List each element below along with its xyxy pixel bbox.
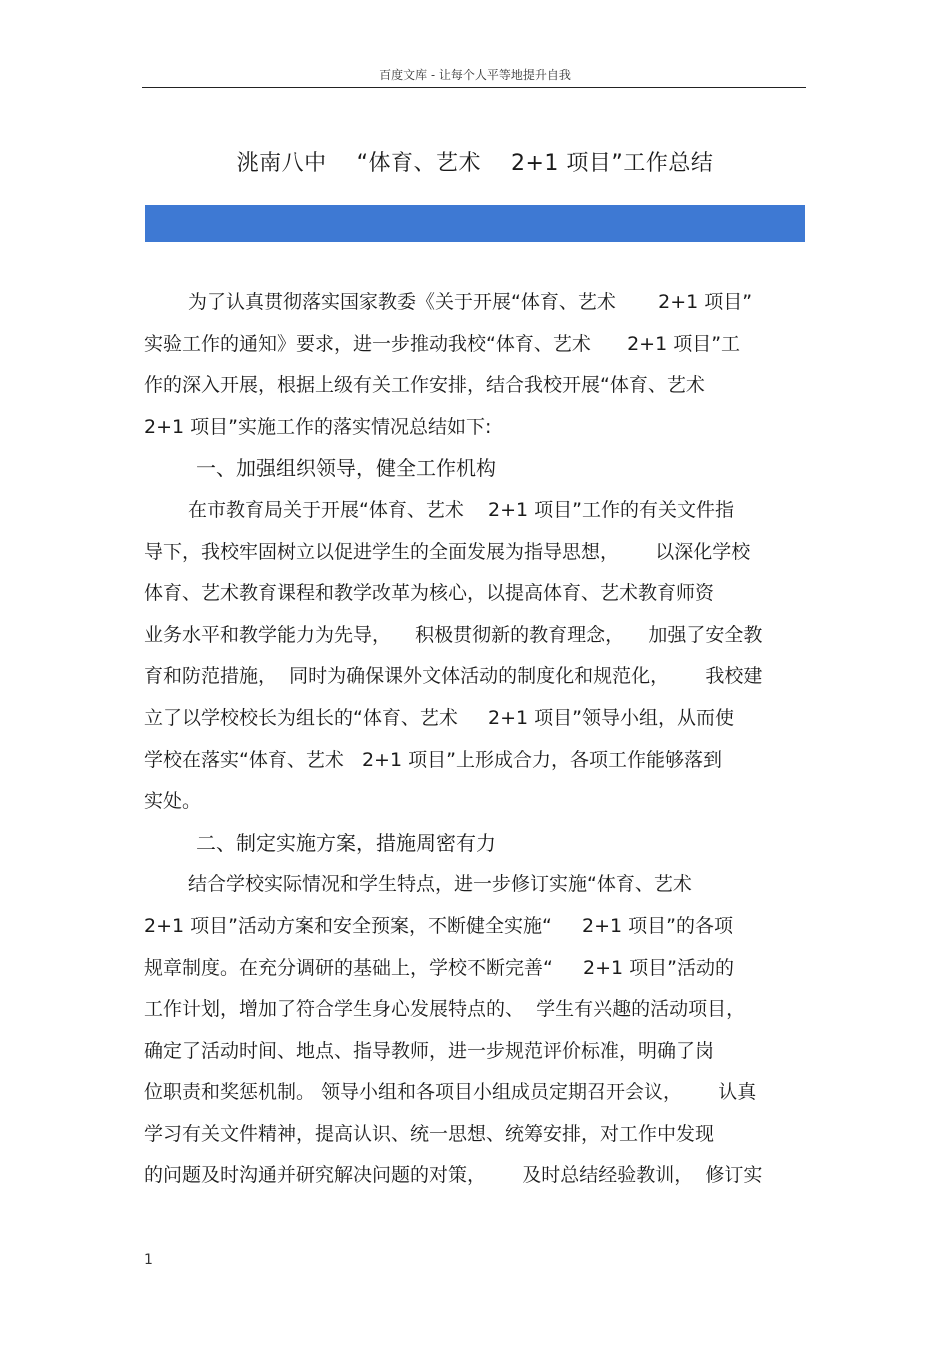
page-number: 1 — [144, 1252, 153, 1268]
paragraph-section-1 — [144, 490, 809, 823]
text-line: 2+1 项目”实施工作的落实情况总结如下: — [144, 415, 492, 438]
text-line: 位职责和奖惩机制。 领导小组和各项目小组成员定期召开会议， 认真 — [144, 1081, 757, 1104]
document-title: 洮南八中 “体育、艺术 2+1 项目”工作总结 — [236, 151, 714, 176]
text-line: 在市教育局关于开展“体育、艺术 2+1 项目”工作的有关文件指 — [188, 498, 734, 521]
text-line: 实验工作的通知》要求，进一步推动我校“体育、艺术 2+1 项目”工 — [144, 332, 741, 355]
paragraph-intro — [144, 282, 809, 448]
text-line: 规章制度。在充分调研的基础上，学校不断完善“ 2+1 项目”活动的 — [144, 956, 735, 979]
text-line: 实处。 — [144, 790, 202, 813]
section-heading-2: 二、制定实施方案，措施周密有力 — [196, 830, 496, 855]
text-line: 确定了活动时间、地点、指导教师，进一步规范评价标准，明确了岗 — [144, 1039, 715, 1062]
title-banner — [145, 205, 805, 242]
text-line: 体育、艺术教育课程和教学改革为核心，以提高体育、艺术教育师资 — [144, 582, 715, 605]
text-line: 的问题及时沟通并研究解决问题的对策， 及时总结经验教训， 修订实 — [144, 1164, 763, 1187]
text-line: 学习有关文件精神，提高认识、统一思想、统筹安排，对工作中发现 — [144, 1122, 715, 1145]
text-line: 结合学校实际情况和学生特点，进一步修订实施“体育、艺术 — [188, 873, 692, 896]
text-line: 导下，我校牢固树立以促进学生的全面发展为指导思想， 以深化学校 — [144, 540, 751, 563]
document-body — [144, 282, 809, 1197]
section-heading-1: 一、加强组织领导，健全工作机构 — [196, 456, 496, 481]
text-line: 为了认真贯彻落实国家教委《关于开展“体育、艺术 2+1 项目” — [188, 291, 753, 313]
text-line: 2+1 项目”活动方案和安全预案，不断健全实施“ 2+1 项目”的各项 — [144, 914, 734, 937]
page-header: 百度文库 - 让每个人平等地提升自我 — [379, 68, 571, 82]
text-line: 业务水平和教学能力为先导， 积极贯彻新的教育理念， 加强了安全教 — [144, 623, 763, 646]
header-divider — [142, 87, 806, 88]
text-line: 育和防范措施， 同时为确保课外文体活动的制度化和规范化， 我校建 — [144, 665, 763, 688]
paragraph-section-2 — [144, 864, 809, 1197]
text-line: 学校在落实“体育、艺术 2+1 项目”上形成合力，各项工作能够落到 — [144, 748, 722, 771]
text-line: 作的深入开展，根据上级有关工作安排，结合我校开展“体育、艺术 — [144, 374, 705, 397]
text-line: 工作计划，增加了符合学生身心发展特点的、 学生有兴趣的活动项目， — [144, 998, 746, 1021]
text-line: 立了以学校校长为组长的“体育、艺术 2+1 项目”领导小组，从而使 — [144, 706, 735, 729]
